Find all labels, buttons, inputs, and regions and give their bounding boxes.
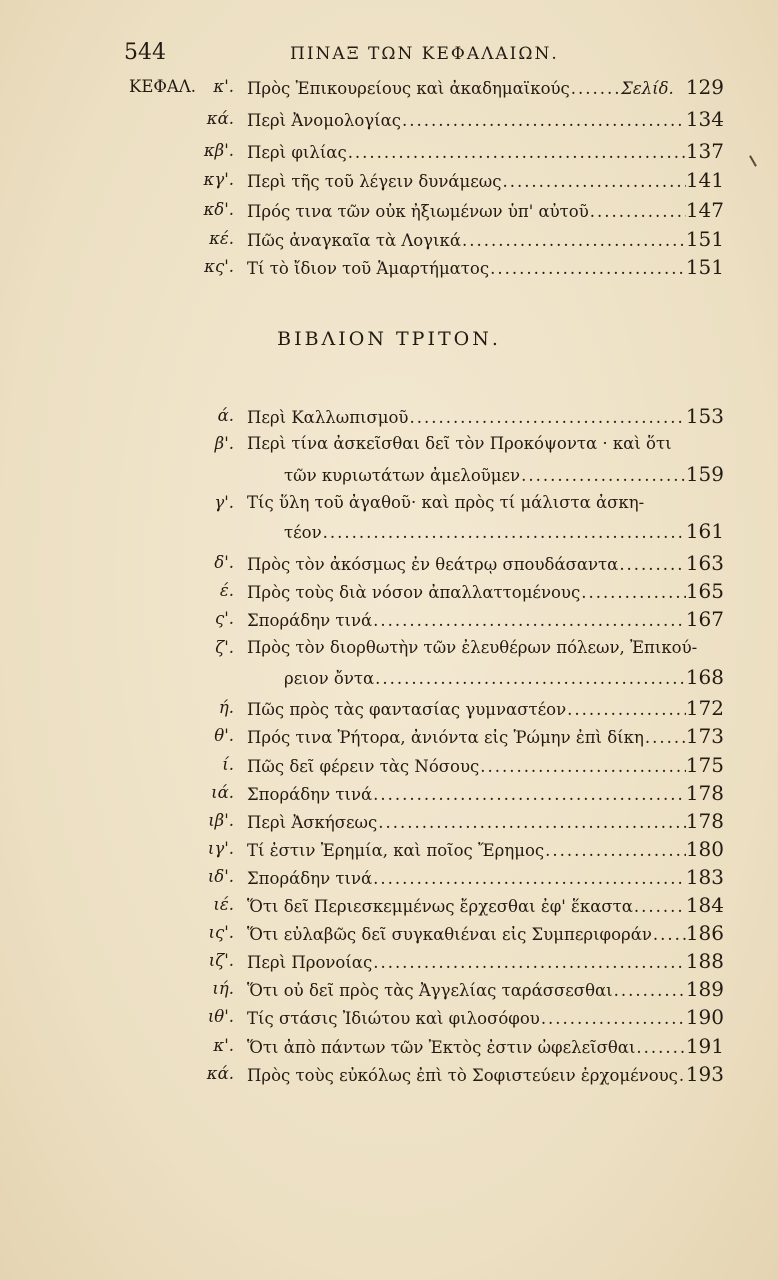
chapter-title: Πρός τινα τῶν οὐκ ἠξιωμένων ὑπ' αὐτοῦ: [247, 202, 589, 221]
chapter-title: Περὶ τίνα ἀσκεῖσθαι δεῖ τὸν Προκόψοντα · καὶ ὅτι: [247, 434, 672, 453]
page-ref: 168: [685, 665, 724, 689]
chapter-number: ζ'.: [215, 638, 234, 657]
dot-leader: [372, 952, 686, 974]
page-ref: 163: [685, 551, 724, 575]
toc-line: [284, 520, 724, 544]
chapter-number: ή.: [218, 698, 234, 717]
toc-line: [247, 1006, 724, 1030]
chapter-title: Ὅτι δεῖ Περιεσκεμμένως ἔρχεσθαι ἐφ' ἕκαστα: [247, 897, 633, 916]
page-ref: 178: [685, 781, 724, 805]
toc-line: [247, 169, 724, 193]
toc-line: [247, 866, 724, 890]
dot-leader: [520, 465, 686, 487]
chapter-title: Περὶ φιλίας: [247, 143, 347, 162]
chapter-title: Σποράδην τινά: [247, 785, 373, 804]
page-header: [0, 40, 778, 70]
chapter-number: ιέ.: [213, 895, 234, 914]
toc-line: [247, 608, 724, 632]
page-ref: 184: [685, 893, 724, 917]
page-ref: 190: [685, 1005, 724, 1029]
dot-leader: [501, 171, 685, 193]
dot-leader: [652, 924, 686, 946]
chapter-number: έ.: [219, 581, 234, 600]
chapter-title: Πρὸς τοὺς εὐκόλως ἐπὶ τὸ Σοφιστεύειν ἐρχομένους: [247, 1066, 678, 1085]
chapter-number: ιή.: [212, 979, 234, 998]
chapter-number: ς'.: [214, 609, 234, 628]
chapter-number: β'.: [214, 434, 234, 453]
dot-leader: [322, 522, 686, 544]
chapter-title: ρειον ὄντα: [284, 669, 375, 688]
chapter-number: κ'.: [213, 77, 234, 96]
chapter-title: τῶν κυριωτάτων ἀμελοῦμεν: [284, 466, 521, 485]
toc-line: [247, 950, 724, 974]
toc-entry: [0, 140, 778, 166]
dot-leader: [377, 812, 686, 834]
page-ref: 165: [685, 579, 724, 603]
chapter-title: Ὅτι ἀπὸ πάντων τῶν Ἐκτὸς ἐστιν ὠφελεῖσθαι: [247, 1038, 636, 1057]
chapter-number: κά.: [206, 109, 234, 128]
chapter-number: θ'.: [214, 726, 234, 745]
dot-leader: [633, 896, 686, 918]
page-ref: 189: [685, 977, 724, 1001]
page-ref: 186: [685, 921, 724, 945]
toc-line: [247, 256, 724, 280]
toc-line: [247, 580, 724, 604]
chapter-title: Πρὸς τὸν διορθωτὴν τῶν ἐλευθέρων πόλεων, Ἐπικού-: [247, 638, 698, 657]
chapter-title: Τίς ὕλη τοῦ ἀγαθοῦ· καὶ πρὸς τί μάλιστα ἀσκη-: [247, 493, 645, 512]
chapter-number: ιγ'.: [207, 839, 234, 858]
dot-leader: [479, 756, 686, 778]
toc-entry: [0, 199, 778, 225]
page-ref: 153: [685, 404, 724, 428]
chapter-number: ιθ'.: [207, 1007, 234, 1026]
page-ref: 180: [685, 837, 724, 861]
dot-leader: [566, 699, 686, 721]
toc-line: [247, 810, 724, 834]
toc-line: [247, 228, 724, 252]
toc-line: [247, 754, 724, 778]
chapter-title: Πῶς δεῖ φέρειν τὰς Νόσους: [247, 757, 480, 776]
toc-entry: [0, 256, 778, 282]
page-ref: 173: [685, 724, 724, 748]
chapter-title: Πρὸς Ἐπικουρείους καὶ ἀκαδημαϊκούς: [247, 79, 570, 98]
chapter-title: Πρὸς τὸν ἀκόσμως ἐν θεάτρῳ σπουδάσαντα: [247, 555, 619, 574]
chapter-number: κέ.: [209, 229, 234, 248]
dot-leader: [613, 980, 686, 1002]
chapter-title: Σποράδην τινά: [247, 869, 373, 888]
page-ref: 151: [685, 227, 724, 251]
toc-line: [247, 140, 724, 164]
dot-leader: [540, 1008, 686, 1030]
dot-leader: [678, 1065, 686, 1087]
chapter-number: ιδ'.: [207, 867, 234, 886]
dot-leader: [635, 1037, 685, 1059]
chapter-title: Τίς στάσις Ἰδιώτου καὶ φιλοσόφου: [247, 1009, 540, 1028]
page-ref: 167: [685, 607, 724, 631]
chapter-title: Σποράδην τινά: [247, 611, 373, 630]
toc-line: [284, 666, 724, 690]
dot-leader: [489, 258, 686, 280]
toc-entry: [0, 76, 778, 102]
kefal-label: ΚΕΦΑΛ.: [129, 77, 196, 96]
page-ref: 129: [685, 75, 724, 99]
chapter-number: ιζ'.: [208, 951, 234, 970]
chapter-title: τέον: [284, 523, 322, 542]
dot-leader: [618, 554, 686, 576]
dot-leader: [374, 668, 686, 690]
toc-line: [247, 782, 724, 806]
page-ref: 159: [685, 462, 724, 486]
chapter-number: ιά.: [211, 783, 234, 802]
page-label: Σελίδ.: [621, 79, 674, 98]
page-number: 544: [124, 40, 166, 65]
toc-line: [247, 978, 724, 1002]
chapter-title: Τί τὸ ἴδιον τοῦ Ἁμαρτήματος: [247, 259, 490, 278]
toc-line: [247, 894, 724, 918]
chapter-number: κά.: [206, 1064, 234, 1083]
dot-leader: [401, 110, 686, 132]
chapter-title: Ὅτι εὐλαβῶς δεῖ συγκαθιέναι εἰς Συμπεριφοράν: [247, 925, 652, 944]
toc-line: [247, 637, 724, 659]
toc-line: [247, 838, 724, 862]
chapter-number: ί.: [222, 755, 234, 774]
toc-line: [247, 922, 724, 946]
toc-entry: [0, 108, 778, 134]
toc-line: [284, 463, 724, 487]
chapter-title: Πρὸς τοὺς διὰ νόσον ἀπαλλαττομένους: [247, 583, 581, 602]
chapter-number: κ'.: [213, 1036, 234, 1055]
chapter-title: Περὶ τῆς τοῦ λέγειν δυνάμεως: [247, 172, 502, 191]
toc-line: [247, 1063, 724, 1087]
page-ref: 137: [685, 139, 724, 163]
chapter-title: Τί ἐστιν Ἐρημία, καὶ ποῖος Ἔρημος: [247, 841, 545, 860]
chapter-number: ιβ'.: [208, 811, 234, 830]
toc-line: [247, 199, 724, 223]
page-ref: 161: [685, 519, 724, 543]
toc-line: [247, 108, 724, 132]
page-ref: 178: [685, 809, 724, 833]
chapter-number: κδ'.: [203, 200, 234, 219]
page-ref: 191: [685, 1034, 724, 1058]
page-ref: 172: [685, 696, 724, 720]
dot-leader: [544, 840, 686, 862]
toc-line: [247, 1035, 724, 1059]
chapter-number: δ'.: [214, 553, 234, 572]
toc-line: [247, 492, 724, 514]
dot-leader: [580, 582, 686, 604]
chapter-title: Πῶς πρὸς τὰς φαντασίας γυμναστέον: [247, 700, 567, 719]
page-ref: 147: [685, 198, 724, 222]
page-ref: 183: [685, 865, 724, 889]
chapter-title: Περὶ Καλλωπισμοῦ: [247, 408, 409, 427]
dot-leader: [347, 142, 686, 164]
dot-leader: [372, 784, 686, 806]
dot-leader: [589, 201, 686, 223]
chapter-title: Περὶ Προνοίας: [247, 953, 373, 972]
page-ref: 141: [685, 168, 724, 192]
page-ref: 134: [685, 107, 724, 131]
page-ref: 151: [685, 255, 724, 279]
dot-leader: [461, 230, 686, 252]
chapter-number: ις'.: [208, 923, 234, 942]
dot-leader: [408, 407, 685, 429]
chapter-number: γ'.: [214, 493, 234, 512]
chapter-title: Πρός τινα Ῥήτορα, ἀνιόντα εἰς Ῥώμην ἐπὶ δίκη: [247, 728, 644, 747]
toc-line: [247, 697, 724, 721]
chapter-number: κγ'.: [203, 170, 234, 189]
toc-entry: [0, 228, 778, 254]
toc-line: [247, 76, 724, 100]
chapter-number: κς'.: [204, 257, 234, 276]
toc-line: [247, 725, 724, 749]
chapter-title: Περὶ Ἀσκήσεως: [247, 813, 378, 832]
chapter-title: Ὅτι οὐ δεῖ πρὸς τὰς Ἀγγελίας ταράσσεσθαι: [247, 981, 613, 1000]
chapter-number: κβ'.: [203, 141, 234, 160]
toc-line: [247, 405, 724, 429]
toc-line: [247, 552, 724, 576]
dot-leader: [372, 610, 686, 632]
book-title: ΒΙΒΛΙΟΝ ΤΡΙΤΟΝ.: [277, 328, 501, 350]
toc-entry: [0, 169, 778, 195]
dot-leader: [372, 868, 686, 890]
dot-leader: [644, 727, 686, 749]
dot-leader: [570, 78, 621, 100]
chapter-title: Πῶς ἀναγκαῖα τὰ Λογικά: [247, 231, 461, 250]
running-title: ΠΙΝΑΞ ΤΩΝ ΚΕΦΑΛΑΙΩΝ.: [290, 44, 559, 64]
page-ref: 188: [685, 949, 724, 973]
page-ref: 175: [685, 753, 724, 777]
toc-line: [247, 433, 724, 455]
chapter-number: ά.: [217, 406, 234, 425]
chapter-title: Περὶ Ἀνομολογίας: [247, 111, 401, 130]
page-ref: 193: [685, 1062, 724, 1086]
